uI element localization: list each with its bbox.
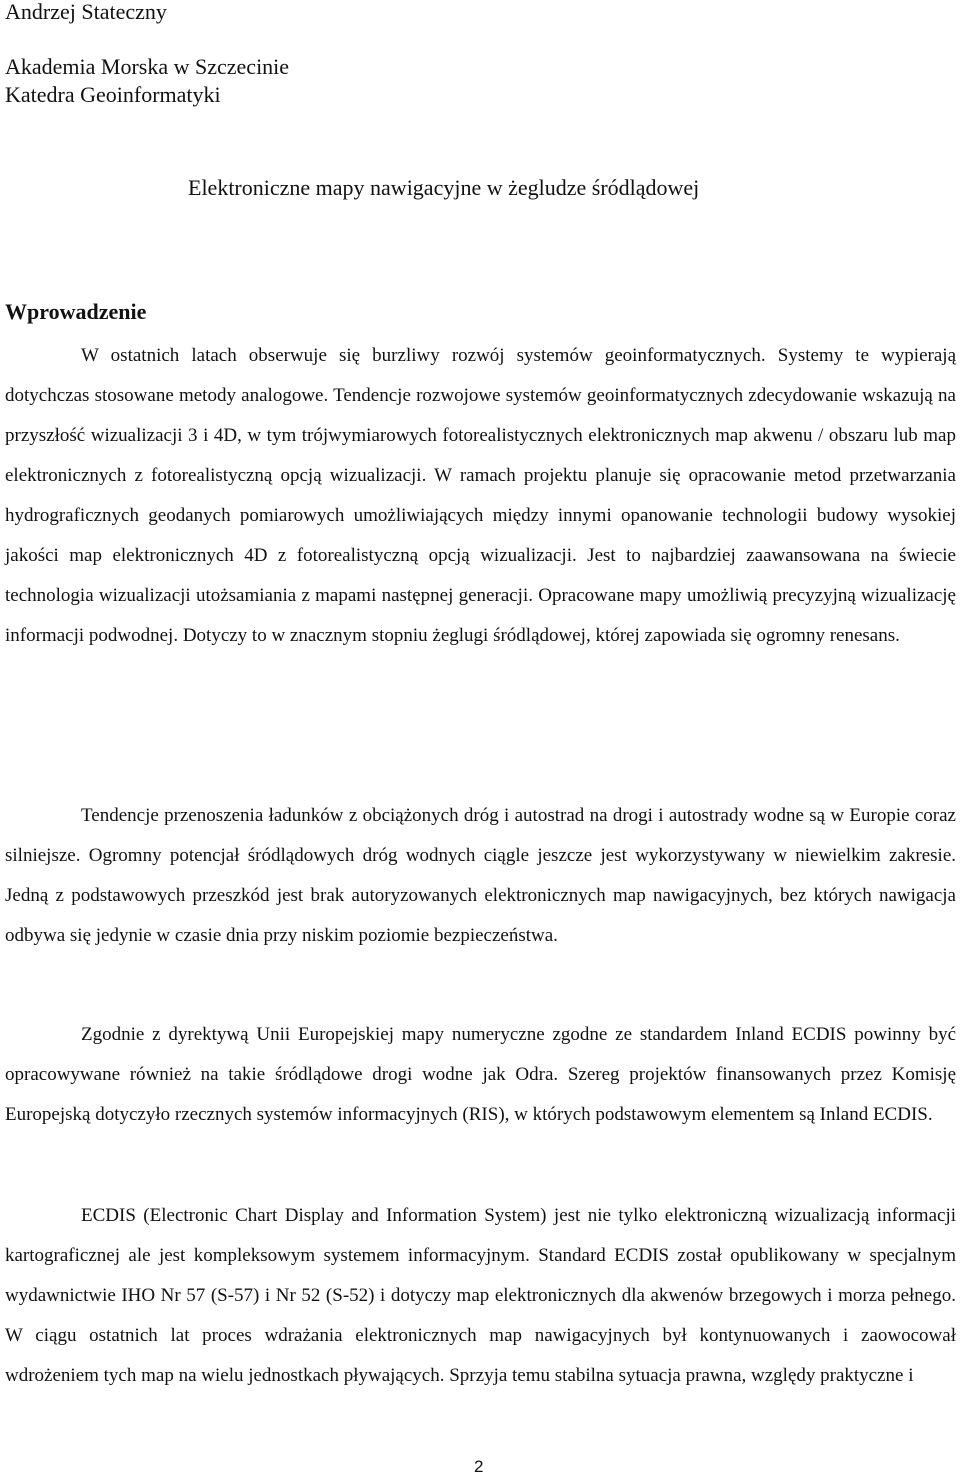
author-name: Andrzej Stateczny: [5, 0, 167, 24]
body-paragraph-4: ECDIS (Electronic Chart Display and Information System) jest nie tylko elektroniczną wizualizacją informacji kartograficznej ale jest kompleksowym systemem informacyjnym. Standard ECDIS został opublikowany w specjalnym wydawnictwie IHO Nr 57 (S-57) i Nr 52 (S-52) i dotyczy map elektronicznych dla akwenów brzegowych i morza pełnego. W ciągu ostatnich lat proces wdrażania elektronicznych map nawigacyjnych był kontynuowanych i zaowocował wdrożeniem tych map na wielu jednostkach pływających. Sprzyja temu stabilna sytuacja prawna, względy praktyczne i: [5, 1205, 956, 1386]
affiliation: [5, 53, 289, 109]
affiliation-university: Akademia Morska w Szczecinie: [5, 54, 290, 79]
body-paragraph-3: Zgodnie z dyrektywą Unii Europejskiej mapy numeryczne zgodne ze standardem Inland ECDIS powinny być opracowywane również na takie śródlądowe drogi wodne jak Odra. Szereg projektów finansowanych przez Komisję Europejską dotyczyło rzecznych systemów informacyjnych (RIS), w których podstawowym elementem są Inland ECDIS.: [5, 1024, 956, 1125]
page-number: 2: [474, 1457, 484, 1476]
section-heading: Wprowadzenie: [5, 299, 147, 324]
body-paragraph-2: Tendencje przenoszenia ładunków z obciążonych dróg i autostrad na drogi i autostrady wodne są w Europie coraz silniejsze. Ogromny potencjał śródlądowych dróg wodnych ciągle jeszcze jest wykorzystywany w niewielkim zakresie. Jedną z podstawowych przeszkód jest brak autoryzowanych elektronicznych map nawigacyjnych, bez których nawigacja odbywa się jedynie w czasie dnia przy niskim poziomie bezpieczeństwa.: [5, 805, 956, 946]
document-title: Elektroniczne mapy nawigacyjne w żegludze śródlądowej: [188, 175, 700, 200]
body-paragraph-1: W ostatnich latach obserwuje się burzliwy rozwój systemów geoinformatycznych. Systemy te wypierają dotychczas stosowane metody analogowe. Tendencje rozwojowe systemów geoinformatycznych zdecydowanie wskazują na przyszłość wizualizacji 3 i 4D, w tym trójwymiarowych fotorealistycznych elektronicznych map akwenu / obszaru lub map elektronicznych z fotorealistyczną opcją wizualizacji. W ramach projektu planuje się opracowanie metod przetwarzania hydrograficznych geodanych pomiarowych umożliwiających między innymi opanowanie technologii budowy wysokiej jakości map elektronicznych 4D z fotorealistyczną opcją wizualizacji. Jest to najbardziej zaawansowana na świecie technologia wizualizacji utożsamiania z mapami następnej generacji. Opracowane mapy umożliwią precyzyjną wizualizację informacji podwodnej. Dotyczy to w znacznym stopniu żeglugi śródlądowej, której zapowiada się ogromny renesans.: [5, 345, 956, 646]
affiliation-department: Katedra Geoinformatyki: [5, 82, 221, 107]
